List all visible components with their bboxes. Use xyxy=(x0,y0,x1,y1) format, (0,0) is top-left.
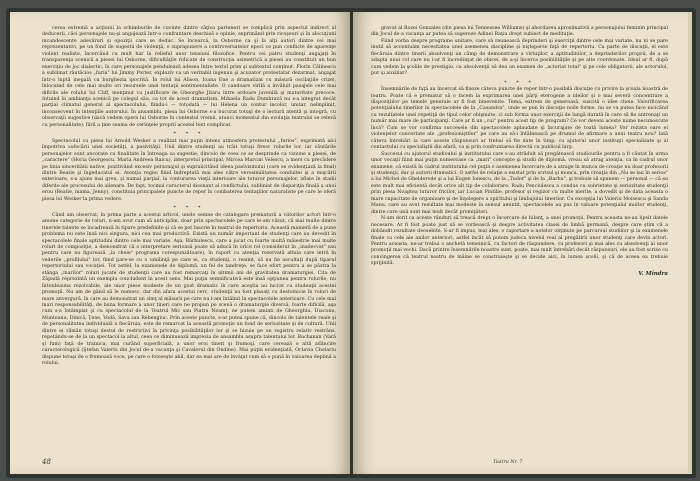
left-page xyxy=(10,12,350,474)
section-separator: * * * xyxy=(173,205,205,212)
paragraph: N-am dorit ca aceste rânduri să treacă drept o încercare de bilanţ, a unei promoţii. Pentru aceasta ne-au lipsit datele necesare. Ar fi fost poate just să se vorbească şi despre activitatea clasei de limbă germană, despre care ştim că a dobândit rezultate deosebite. S-ar fi impus, mai ales, o raportare a notelor obţinute pe parcursul studiilor şi la examenele finale cu cele ale anilor anteriori, astfel încât să putem judeca nivelul real al pregătirii unor studenţi care devin actori. Pentru aceasta, ne-ar trebui o anchetă temeinică, cu factori de răspundere, cu profesori şi mai ales cu absolvenţi ai unor promoţii mai vechi. Dacă printre însemnările noastre sunt, poate, mai mult întrebări decât răspunsuri, ele au fost scrise cu convingerea că teatrul nostru de mâine se construieşte şi se decide aici, în lumea şcolii, şi că de aceea ea trebuie sprijinită. xyxy=(371,216,668,267)
page-number: 48 xyxy=(42,458,51,466)
page-footer: Teatru Nr. 7 xyxy=(493,460,523,465)
left-page-text xyxy=(42,26,336,368)
paragraph: Succesul cu ajutorul studioului şi institutului care s-au străduit să pregătească studiourile pentru a fi căutat în urma unor vocaţii fiind mai puţin numeroase ca „mari" concepte şi studii de diplomă, vreau să atrag atenţia, ca în cadrul unor examene, că există în cadrul institutului cel puţin o asemenea încercare de a atrage în munca de creaţie nu doar profesorii şi studenţii, dar şi autorii dramatici. O astfel de relaţie a existat prin scrisul şi munca, prin creaţia din „Nu se iau în serios" a lui Michel de Ghelderode şi a lui Eugen Ionescu, de la „Tudor" şi de la „Barbu", şi trebuie să spunem — personal — că ea este mult mai eficientă decât orice alt tip de colaborare. Radu Penciulescu a condus cu sobrietate şi seriozitate studenţii prin piesa Noaptea tuturor fricilor, iar Lucian Pintilie, profesor şi regizor cu multe merite, a dovedit şi de data aceasta o mare capacitate de organizare şi de înţelegere a spiritului şi limbajului tinerilor. Cu excepţia lui Valeriu Moisescu şi Sanda Manu, care au avut rezultate mai modeste în sensul amintit, spectacolele au pus în valoare potenţialul multor studenţi, dintre care unii sunt mai mult decât promiţători. xyxy=(371,151,668,215)
paragraph: Când am observat, în prima parte a acestui articol, unele semne de catalogare prematură a viitorilor actori într-o anume categorie de roluri, n-am avut cum să anticipăm, doar prin spectacolele pe care le-am văzut, că mai multe dintre tinerele talente se încadrează în tipare predefinite şi că se pot înscrie în teatrul de repertoriu. Această manieră de a pune problema nu este însă nici singura, nici cea mai productivă. Există un număr important de studenţi care au devedit în spectacolele finale aptitudini dintre cele mai variate. Aşa, Bărbulescu, care a jucat cu foarte multă măiestrie mai multe roluri de compoziţie, a demonstrat că o interpretare serioasă poate să aducă în orice rol (considerat în „inadecvat" sau pentru care nu figurează „la cheie" programa corespunzătoare), în raport cu atenţia rezervată altuia care intră în vederile „profilului" lor, fiind pare-se cu o umilinţă pe care ei, ca studenţi, o resimt, să nu fie ascultaţi după tiparul repertoriului sau vocaţiei. Tot astfel, la examenele de diplomă, un fel de tandreţe, se face efort pentru a se păstra la stânga „marilor" roluri jucate de studenţii care au fost remarcaţi în ultimii ani de gravitatea dramaturgiei. Cita de Zăpadă reprezintă un exemplu concludent în acest sens. Mai puţin semnificativă este însă opţiunea pentru rolurile, nu întotdeauna rezolvabile, ale unor piese modeste de un gust dramatic în care aceştia au lucrat cu studenţii acestei promoţii. Nu am de gând să le numesc, dar din afara acestui cerc, studenţii au fost plasaţi cu destoinicie în roluri de mare anvergură, în care au demonstrat un simţ al măsurii pe care nu l-am întâlnit în spectacolele anterioare. Cu cele mai mari responsabilităţi, de buna formare a unor tineri care ne propun pe scenă o dramaturgie diversă, foarte dificilă, aşa cum s-a întâmplat şi cu spectacolul de la Teatrul Mic sau Piatra Neamţ, ne putem aminti de Gheorghiu, Diaconu, Munteanu, Dinică, Ţene, Vodă, Sava sau Rebengiuc. Prin aceste puncte, s-ar putea spune că, dincolo de talentele reale şi de personalitatea individuală a fiecăruia, este de remarcat la această promoţie un fond de seriozitate şi de cultură. Unii dintre ei rămân totuşi destul de restrictivi în privinţa posibilităţilor lor şi se bizuie pe un registru relativ restrâns, repetându-se de la un spectacol la altul, ceea ce diminuează impresia de ansamblu asupra talentului lor. Buchanan (Vară şi fum) faţă de trainica, mai curând superficială, a unor eroi tineri şi frumoşi, care cerează o altă adâncire caracterologică (Ştefan Valeriu din Jocul de-a vacanţa şi Cavalerul din Ondine). Mai puţin evidenţiată, Octavia Chelariu dispune totuşi de o frumoasă voce, pe care o foloseşte abil, dar ea mai are de învăţat cum să o pună în valoarea deplină a rolului. xyxy=(42,212,337,367)
right-page-text xyxy=(371,26,668,277)
paragraph: Însemnările de faţă au încercat să fixeze câteva puncte de reper într-o posibilă discuţie cu privire la şcoala noastră de teatru. Poate că e prematur să o facem la exprimarea unei părţi eterogene a ideilor şi o mai severă concentrare a dispoziţiilor pe temele generale ar fi fost binevenite. Tema, extrem de generoasă, suscită o idee cheie. Valorificarea potenţialului tinerilor în spectacolele de la „Casandra", unde se pun în discuţie noile forme, nu se va putea face nicicând cu rezultatele unei repetiţii de tipul celor obişnuite, ci sub forma unor exerciţii de lungă durată în care să fie antrenaţi un număr mai mare de participanţi. Care ar fi un „cui" pentru acest tip de program? Ce vor deveni aceste nume necunoscute încă? Cum se vor confirma succesele din spectacolele aplaudate şi încurajate de toată lumea? Vor rezista oare ei violenţelor concertate ale „profesioniştilor" pe care au să-i întâlnească pe drumul de afirmare a unui teatru nou? Iată câteva întrebări la care aceste răspunsuri ar trebui să fie date în timp; cu ajutorul unor instituţii specializate şi al contactului cu specialiştii din afară, ca şi prin confruntarea directă cu publicul larg. xyxy=(371,87,668,151)
section-separator: * * * xyxy=(173,131,205,138)
paragraph: Fiind vorba despre programe unitare, care să reunească deprinderi şi exerciţii dintre cele mai variate, nu ni se pare inutil să accentuăm necesitatea unei asemenea discipline şi nişteperse faţă de repertoriu. Ca parte de discuţii, el este fiecăruia dintre tinerii absolvenţi un câmp de demonstrare a virtuţilor, a aptitudinilor, a deprinderilor proprii, de a se adapta unui rol care nu i-ar fi încredinţat de obicei, de a-şi încerca posibilităţile şi pe alte coordonate. Ideal ar fi, după cum vedem la şcolile de prestigiu, ca absolvenţii să dea un examen de „actoriat total" şi pe cele obligatorii, ale actorului, pur şi auxiliar? xyxy=(371,38,668,77)
author-signature: V. Mîndra xyxy=(638,270,668,277)
paragraph: Spectacolul cu piesa lui Arnold Wesker a realizat mai puţin intens atmosfera protestului „furios", exprimată aici împotriva sufocării unei societăţi, a pasivităţii. Unii dintre studenţi au trăit totuşi firesc rolurile lor, iar căutările personajelor sunt ancorate cu finalitate în întreaga sa sugestie; dincolo de ceea ce se desprinde ca viziune a piesei, de „caractere" (Horia Georgescu, Maria Andreea Raicu), interpretul principal, Mircea Marcan Velescu, a mers cu precădere pe linia sinceritătii native, pozitivând excesiv personajul şi supralicitând ideea pasivismului (care se evidenţiază la final) dintre Beatie şi îngeducatul ei. Atenţia regiei fiind îndreptată mai ales către verosimilitatea conduitei şi a mişcării exterioare, s-a ajuns mai greu, şi numai parţial, la conturarea vieţii interioare ale tuturor personajelor, aflate în stadii diferite ale procesului de alienare. De fapt, tocmai caracterul disonant al conflictului, subliniat de dispariţia finală a unui erou (Beatie, mama, Jenny), constituia principalele puncte de reper în combaterea tentaţiilor naturaliste pe care le oferă piesa lui Wesker la prima vedere. xyxy=(42,138,336,202)
section-separator: * * * xyxy=(504,79,535,86)
page-edge xyxy=(688,12,692,474)
paragraph: gravat al Rozei Gonzales (din piesa lui Tennessee Williams) şi abordarea aproximativă a personajului feminin principal din Jocul de-a vacanţa ar putea să sugereze Adinei Raţiu drept subiect de meditaţie. xyxy=(371,26,668,38)
open-book xyxy=(6,8,696,478)
right-page xyxy=(353,12,692,474)
paragraph: cerea extremă a acţiunii la schimburile de cuvinte dintre câţiva parteneri se complică prin aspectul indirect al deducerii, căci personajele nu-şi angajează într-o confruntare deschisă o opinie, exprimând prin ricoşeuri şi în alocuţiuni incandescente adevăruri şi opoziţii care se deduc. Se încearcă, la Osborne ca şi la alţi autori dintre cei mai reprezentativi, pe un fond de sugestii de violenţă, o suprapunere a controversatelor epoci ce pun conflicte de aparenţe violent realiste, încercând cu mult har în relieful unor tensiuni filozofice. Pentru cei patru studenţi angajaţi în transparenţa scenică a piesei lui Osborne, dificultăţile ridicate de construcţia asimetrică a piesei au constituit un bun exerciţiu de joc dialectic, în care personajele pendulează adesea între textul prim şi subtextul conţinut. Florin Călinescu a sublimat răutăcios „furia" lui Jimmy Porter, exploziv ca un veritabil ingenuu şi acuzator protestatar dezarmat, angajat într-o luptă inegală cu burghezia ipocrită. În rolul lui Alison, Ioana Ene a dramatizat cu măsură oscilaţiile crizei, înlocuind de cele mai multe ori resursele unei tentaţii sentimentaliste. O candoare virilă a învăluit pasajele cele mai dificile ale rolului lui Cliff, menţinut cu justificare de Gheorghe Jitaru între ardoare juvenilă şi maturitate precoce. Intuind în ambianţa scenică pe colegul său, ca tot de acest dramatism, Mihaela Radu Dumbravă nu s-a integrat decât parţial climatul general al spectacolului, fiindu-i — totodată — lui Helena un contur incolor, unitar, neîmplinit, inconsecvent în intenţiile autorului. În ansamblu, piesa lui Osborne s-a bucurat totuşi de o lectură atentă şi integră, cu observaţii sugestive (dacă vedem opera lui Osborne în contextul vremii, atunci momentul din evoluţia teatrului se relevă cu personalitate), fără a ţine seama de cerinţele proprii acestei text complicat. xyxy=(42,26,336,128)
